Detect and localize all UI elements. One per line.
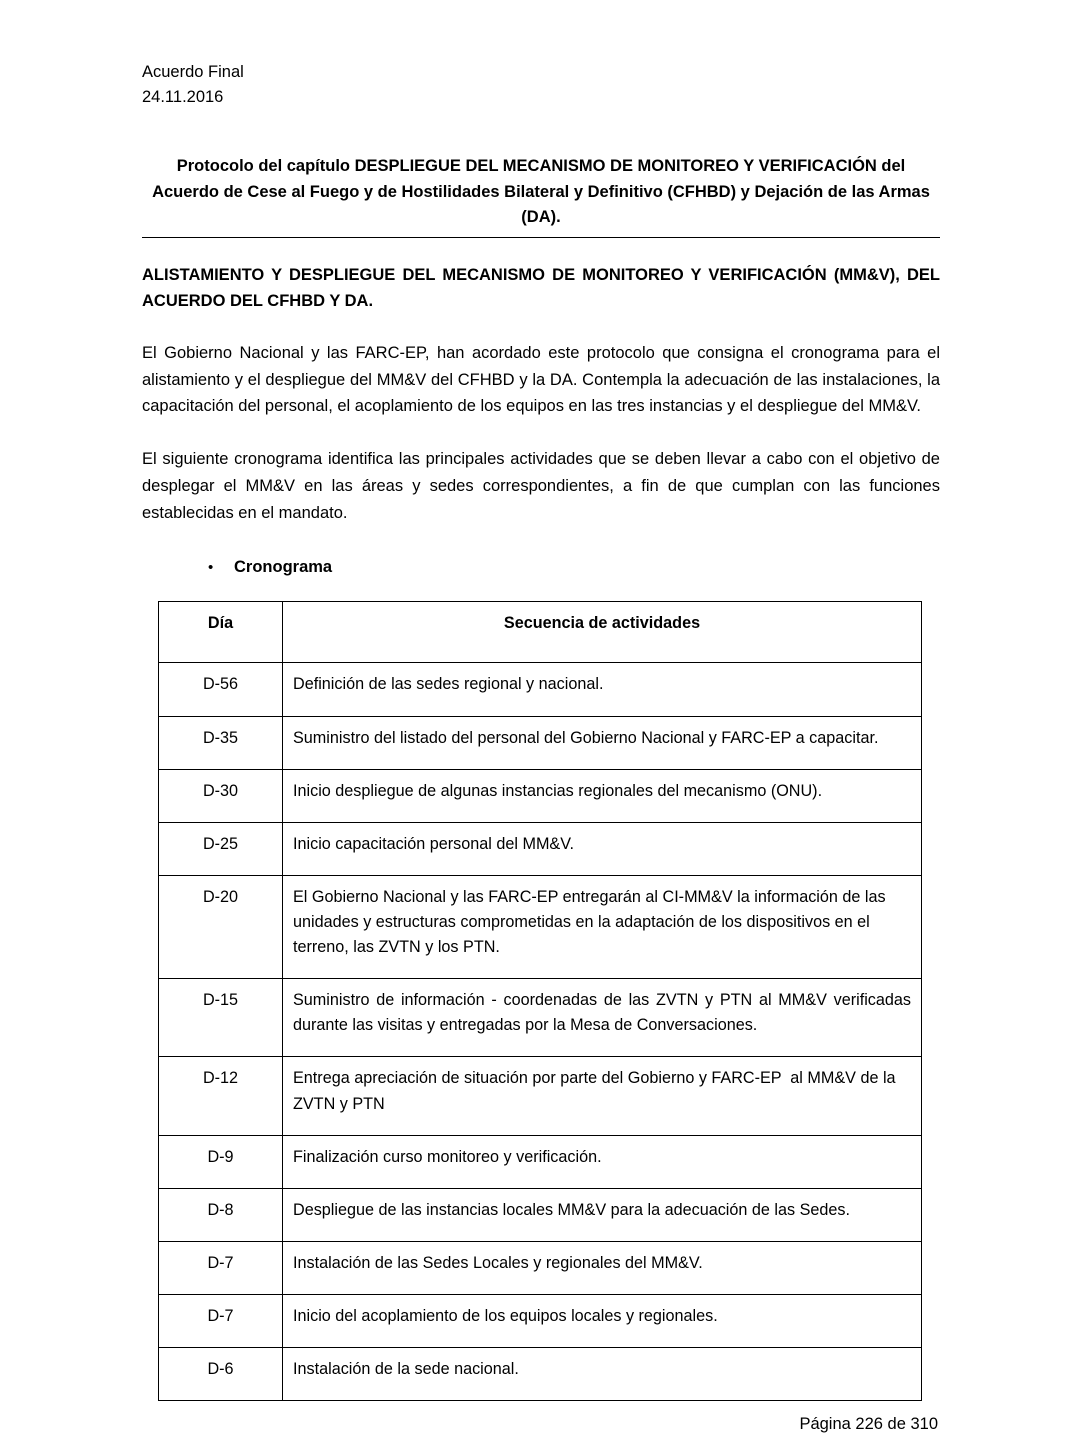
cell-activity-text: Suministro del listado del personal del Gobierno Nacional y FARC-EP a capacitar. xyxy=(293,728,879,747)
table-row xyxy=(159,769,922,822)
cell-day: D-20 xyxy=(159,875,283,978)
table-row xyxy=(159,822,922,875)
title-divider-rule xyxy=(142,237,940,238)
table-row xyxy=(159,1057,922,1135)
cell-day: D-12 xyxy=(159,1057,283,1135)
cell-activity xyxy=(283,716,922,769)
cell-activity xyxy=(283,663,922,716)
cronograma-table xyxy=(158,601,922,1401)
document-date: 24.11.2016 xyxy=(142,88,224,107)
cell-day: D-6 xyxy=(159,1348,283,1401)
cell-day: D-9 xyxy=(159,1135,283,1188)
cell-activity-text: Inicio capacitación personal del MM&V. xyxy=(293,834,575,853)
cell-activity xyxy=(283,822,922,875)
section-heading xyxy=(142,262,940,314)
intro-paragraph-2: El siguiente cronograma identifica las principales actividades que se deben llevar a cabo con el objetivo de desplegar el MM&V en las áreas y sedes correspondientes, a fin de que cumplan con las funciones establecidas en el mandato. xyxy=(142,450,945,522)
bullet-point-icon: • xyxy=(208,559,214,577)
cell-activity xyxy=(283,875,922,978)
cell-activity xyxy=(283,1057,922,1135)
table-header-row xyxy=(159,602,922,663)
cell-day: D-8 xyxy=(159,1188,283,1241)
table-row xyxy=(159,1135,922,1188)
cell-activity xyxy=(283,1135,922,1188)
document-title-line-1: Protocolo del capítulo DESPLIEGUE DEL MECANISMO DE MONITOREO Y VERIFICACIÓN del xyxy=(176,157,906,176)
cell-activity-text: Entrega apreciación de situación por parte del Gobierno y FARC-EP al MM&V de la ZVTN y PTN xyxy=(293,1069,901,1113)
cell-activity xyxy=(283,1188,922,1241)
document-title xyxy=(142,154,940,237)
table-row xyxy=(159,1295,922,1348)
cell-activity-text: El Gobierno Nacional y las FARC-EP entregarán al CI-MM&V la información de las unidades y estructuras comprometidas en la adaptación de los dispositivos en el terreno, las ZVTN y los PTN. xyxy=(293,887,891,957)
cell-day: D-15 xyxy=(159,979,283,1057)
cell-activity xyxy=(283,979,922,1057)
table-row xyxy=(159,1241,922,1294)
cell-activity-text: Inicio del acoplamiento de los equipos locales y regionales. xyxy=(293,1307,718,1326)
page-footer xyxy=(142,1415,940,1434)
document-title-line-3: (DA). xyxy=(521,208,561,227)
cronograma-bullet-item xyxy=(142,556,940,579)
cell-activity xyxy=(283,1241,922,1294)
cell-activity-text: Definición de las sedes regional y nacional. xyxy=(293,675,604,694)
table-row xyxy=(159,1188,922,1241)
cell-day: D-25 xyxy=(159,822,283,875)
table-row xyxy=(159,1348,922,1401)
column-header-activity: Secuencia de actividades xyxy=(283,602,922,663)
cell-activity xyxy=(283,769,922,822)
cell-activity-text: Instalación de las Sedes Locales y regionales del MM&V. xyxy=(293,1253,703,1272)
document-title-line-2: Acuerdo de Cese al Fuego y de Hostilidades Bilateral y Definitivo (CFHBD) y Dejación de las Armas xyxy=(152,182,930,201)
cell-activity-text: Finalización curso monitoreo y verificación. xyxy=(293,1147,602,1166)
intro-paragraph-1: El Gobierno Nacional y las FARC-EP, han acordado este protocolo que consigna el cronograma para el alistamiento y el despliegue del MM&V del CFHBD y la DA. Contempla la adecuación de las instalaciones, la capacitación del personal, el acoplamiento de los equipos en las tres instancias y el despliegue del MM&V. xyxy=(142,343,945,416)
cell-activity-text: Suministro de información - coordenadas de las ZVTN y PTN al MM&V verificadas durante las visitas y entregadas por la Mesa de Conversaciones. xyxy=(293,991,916,1035)
cell-activity-text: Despliegue de las instancias locales MM&V para la adecuación de las Sedes. xyxy=(293,1200,850,1219)
cell-activity xyxy=(283,1348,922,1401)
cell-activity-text: Instalación de la sede nacional. xyxy=(293,1360,519,1379)
cell-day: D-7 xyxy=(159,1241,283,1294)
column-header-day: Día xyxy=(159,602,283,663)
cell-day: D-30 xyxy=(159,769,283,822)
cell-activity-text: Inicio despliegue de algunas instancias regionales del mecanismo (ONU). xyxy=(293,781,823,800)
table-row xyxy=(159,875,922,978)
section-heading-line-1: ALISTAMIENTO Y DESPLIEGUE DEL MECANISMO DE MONITOREO Y VERIFICACIÓN (MM&V), DEL xyxy=(142,265,940,284)
table-body xyxy=(159,663,922,1401)
document-running-header xyxy=(142,60,940,110)
table-row xyxy=(159,663,922,716)
cronograma-bullet-label: Cronograma xyxy=(234,558,333,577)
cell-activity xyxy=(283,1295,922,1348)
cell-day: D-56 xyxy=(159,663,283,716)
cell-day: D-35 xyxy=(159,716,283,769)
table-row xyxy=(159,979,922,1057)
table-row xyxy=(159,716,922,769)
page-number-label: Página 226 de 310 xyxy=(799,1415,938,1434)
schedule-table-container xyxy=(158,601,921,1401)
cell-day: D-7 xyxy=(159,1295,283,1348)
document-name: Acuerdo Final xyxy=(142,63,244,81)
section-heading-line-2: ACUERDO DEL CFHBD Y DA. xyxy=(142,291,374,310)
